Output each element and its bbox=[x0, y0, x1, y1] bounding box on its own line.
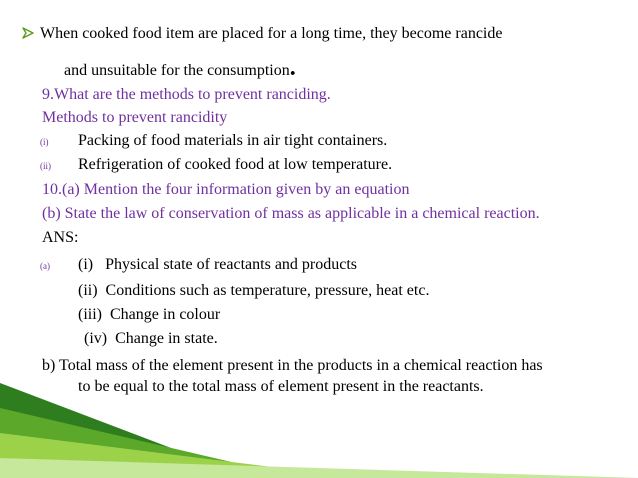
bullet-line-2-text: and unsuitable for the consumption bbox=[64, 62, 290, 79]
answer-item: (i) Physical state of reactants and products bbox=[78, 256, 358, 273]
part-a-marker: (a) bbox=[40, 261, 50, 271]
part-b-line-1: b) Total mass of the element present in the products in a chemical reaction has bbox=[42, 357, 543, 374]
question-10a: 10.(a) Mention the four information given by an equation bbox=[42, 181, 410, 198]
green-corner-decoration bbox=[0, 378, 638, 478]
question-10b: (b) State the law of conservation of mass as applicable in a chemical reaction. bbox=[42, 205, 540, 222]
method-item-text: Packing of food materials in air tight containers. bbox=[78, 132, 388, 149]
bullet-period: . bbox=[289, 55, 296, 81]
arrow-bullet-icon bbox=[22, 27, 34, 39]
question-9: 9.What are the methods to prevent ranciding. bbox=[42, 86, 331, 103]
method-item-text: Refrigeration of cooked food at low temperature. bbox=[78, 156, 393, 173]
ans-label: ANS: bbox=[42, 229, 79, 246]
answer-item: (iv) Change in state. bbox=[84, 330, 218, 347]
methods-heading: Methods to prevent rancidity bbox=[42, 109, 228, 126]
answer-item: (ii) Conditions such as temperature, pressure, heat etc. bbox=[78, 282, 430, 299]
method-item-number: (ii) bbox=[40, 161, 51, 171]
answer-item: (iii) Change in colour bbox=[78, 306, 221, 323]
bullet-line-2 bbox=[64, 56, 296, 80]
part-b-line-2: to be equal to the total mass of element present in the reactants. bbox=[78, 378, 484, 395]
bullet-line-1: When cooked food item are placed for a long time, they become rancide bbox=[40, 25, 503, 42]
method-item-number: (i) bbox=[40, 137, 49, 147]
